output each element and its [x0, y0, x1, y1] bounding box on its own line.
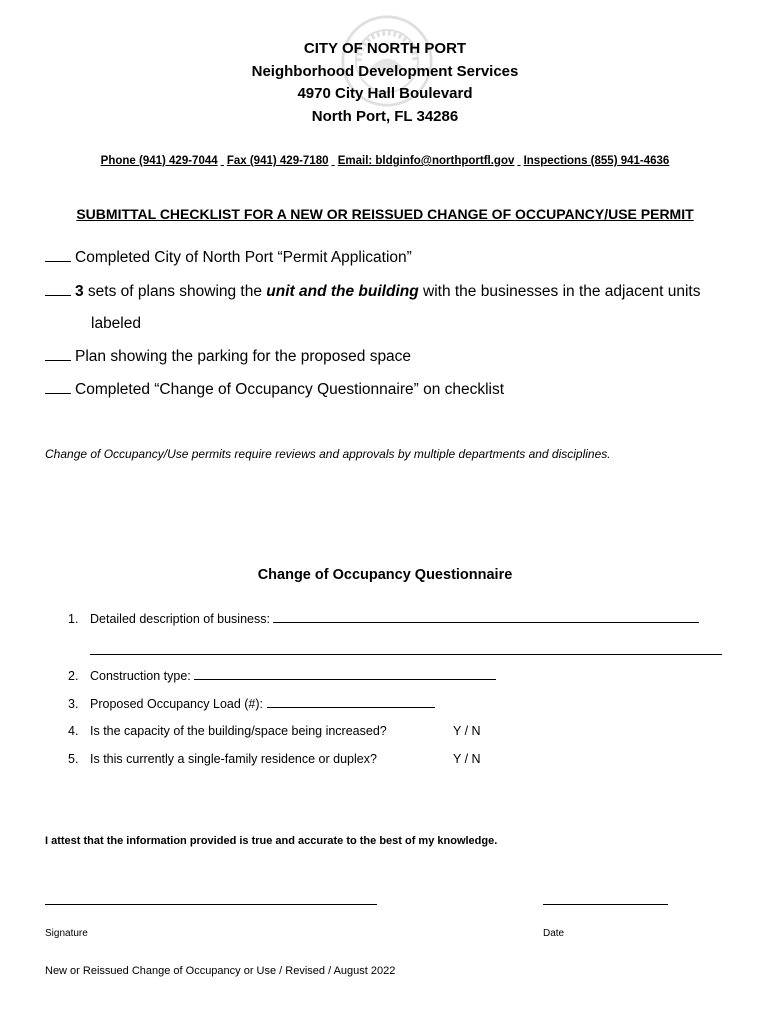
city-state-zip: North Port, FL 34286 [311, 107, 459, 125]
phone-number: Phone (941) 429-7044 [100, 155, 218, 167]
questionnaire-title: Change of Occupancy Questionnaire [257, 567, 513, 583]
email-address[interactable]: Email: bldginfo@northportfl.gov [337, 155, 515, 167]
question-5: 5. Is this currently a single-family residence or duplex? Y / N [68, 752, 481, 766]
date-label: Date [543, 928, 565, 939]
checklist-item: Completed City of North Port “Permit Application” [45, 249, 735, 267]
checkbox-blank[interactable] [45, 249, 71, 262]
attestation-statement: I attest that the information provided is true and accurate to the best of my knowledge. [45, 835, 498, 847]
checklist-title: SUBMITTAL CHECKLIST FOR A NEW OR REISSUED CHANGE OF OCCUPANCY/USE PERMIT [76, 206, 694, 222]
revision-footer: New or Reissued Change of Occupancy or Use / Revised / August 2022 [45, 965, 396, 977]
inspections-number: Inspections (855) 941-4636 [523, 155, 670, 167]
answer-field-description[interactable] [273, 610, 699, 623]
question-2: 2. Construction type: [68, 667, 728, 683]
fax-number: Fax (941) 429-7180 [226, 155, 329, 167]
answer-field-description-continued[interactable] [90, 654, 722, 655]
date-line[interactable] [543, 904, 668, 905]
department-name: Neighborhood Development Services [251, 62, 519, 80]
city-name: CITY OF NORTH PORT [303, 40, 467, 57]
signature-label: Signature [45, 928, 88, 939]
yes-no-choice[interactable]: Y / N [453, 724, 481, 738]
contact-line [0, 155, 770, 167]
question-3: 3. Proposed Occupancy Load (#): [68, 695, 728, 711]
question-1: 1. Detailed description of business: [68, 610, 728, 626]
answer-field-construction-type[interactable] [194, 667, 496, 680]
checklist-item: 3 sets of plans showing the unit and the building with the businesses in the adjacent units [45, 283, 735, 301]
review-note: Change of Occupancy/Use permits require reviews and approvals by multiple departments and disciplines. [45, 447, 611, 461]
answer-field-occupancy-load[interactable] [267, 695, 435, 708]
checklist-item: Plan showing the parking for the proposed space [45, 348, 735, 366]
question-4: 4. Is the capacity of the building/space being increased? Y / N [68, 724, 481, 738]
letterhead [0, 38, 770, 128]
street-address: 4970 City Hall Boulevard [297, 85, 473, 102]
checkbox-blank[interactable] [45, 381, 71, 394]
checklist-item: Completed “Change of Occupancy Questionnaire” on checklist [45, 381, 735, 399]
checkbox-blank[interactable] [45, 283, 71, 296]
signature-line[interactable] [45, 904, 377, 905]
checkbox-blank[interactable] [45, 348, 71, 361]
checklist-item-continued: labeled [91, 315, 141, 332]
yes-no-choice[interactable]: Y / N [453, 752, 481, 766]
